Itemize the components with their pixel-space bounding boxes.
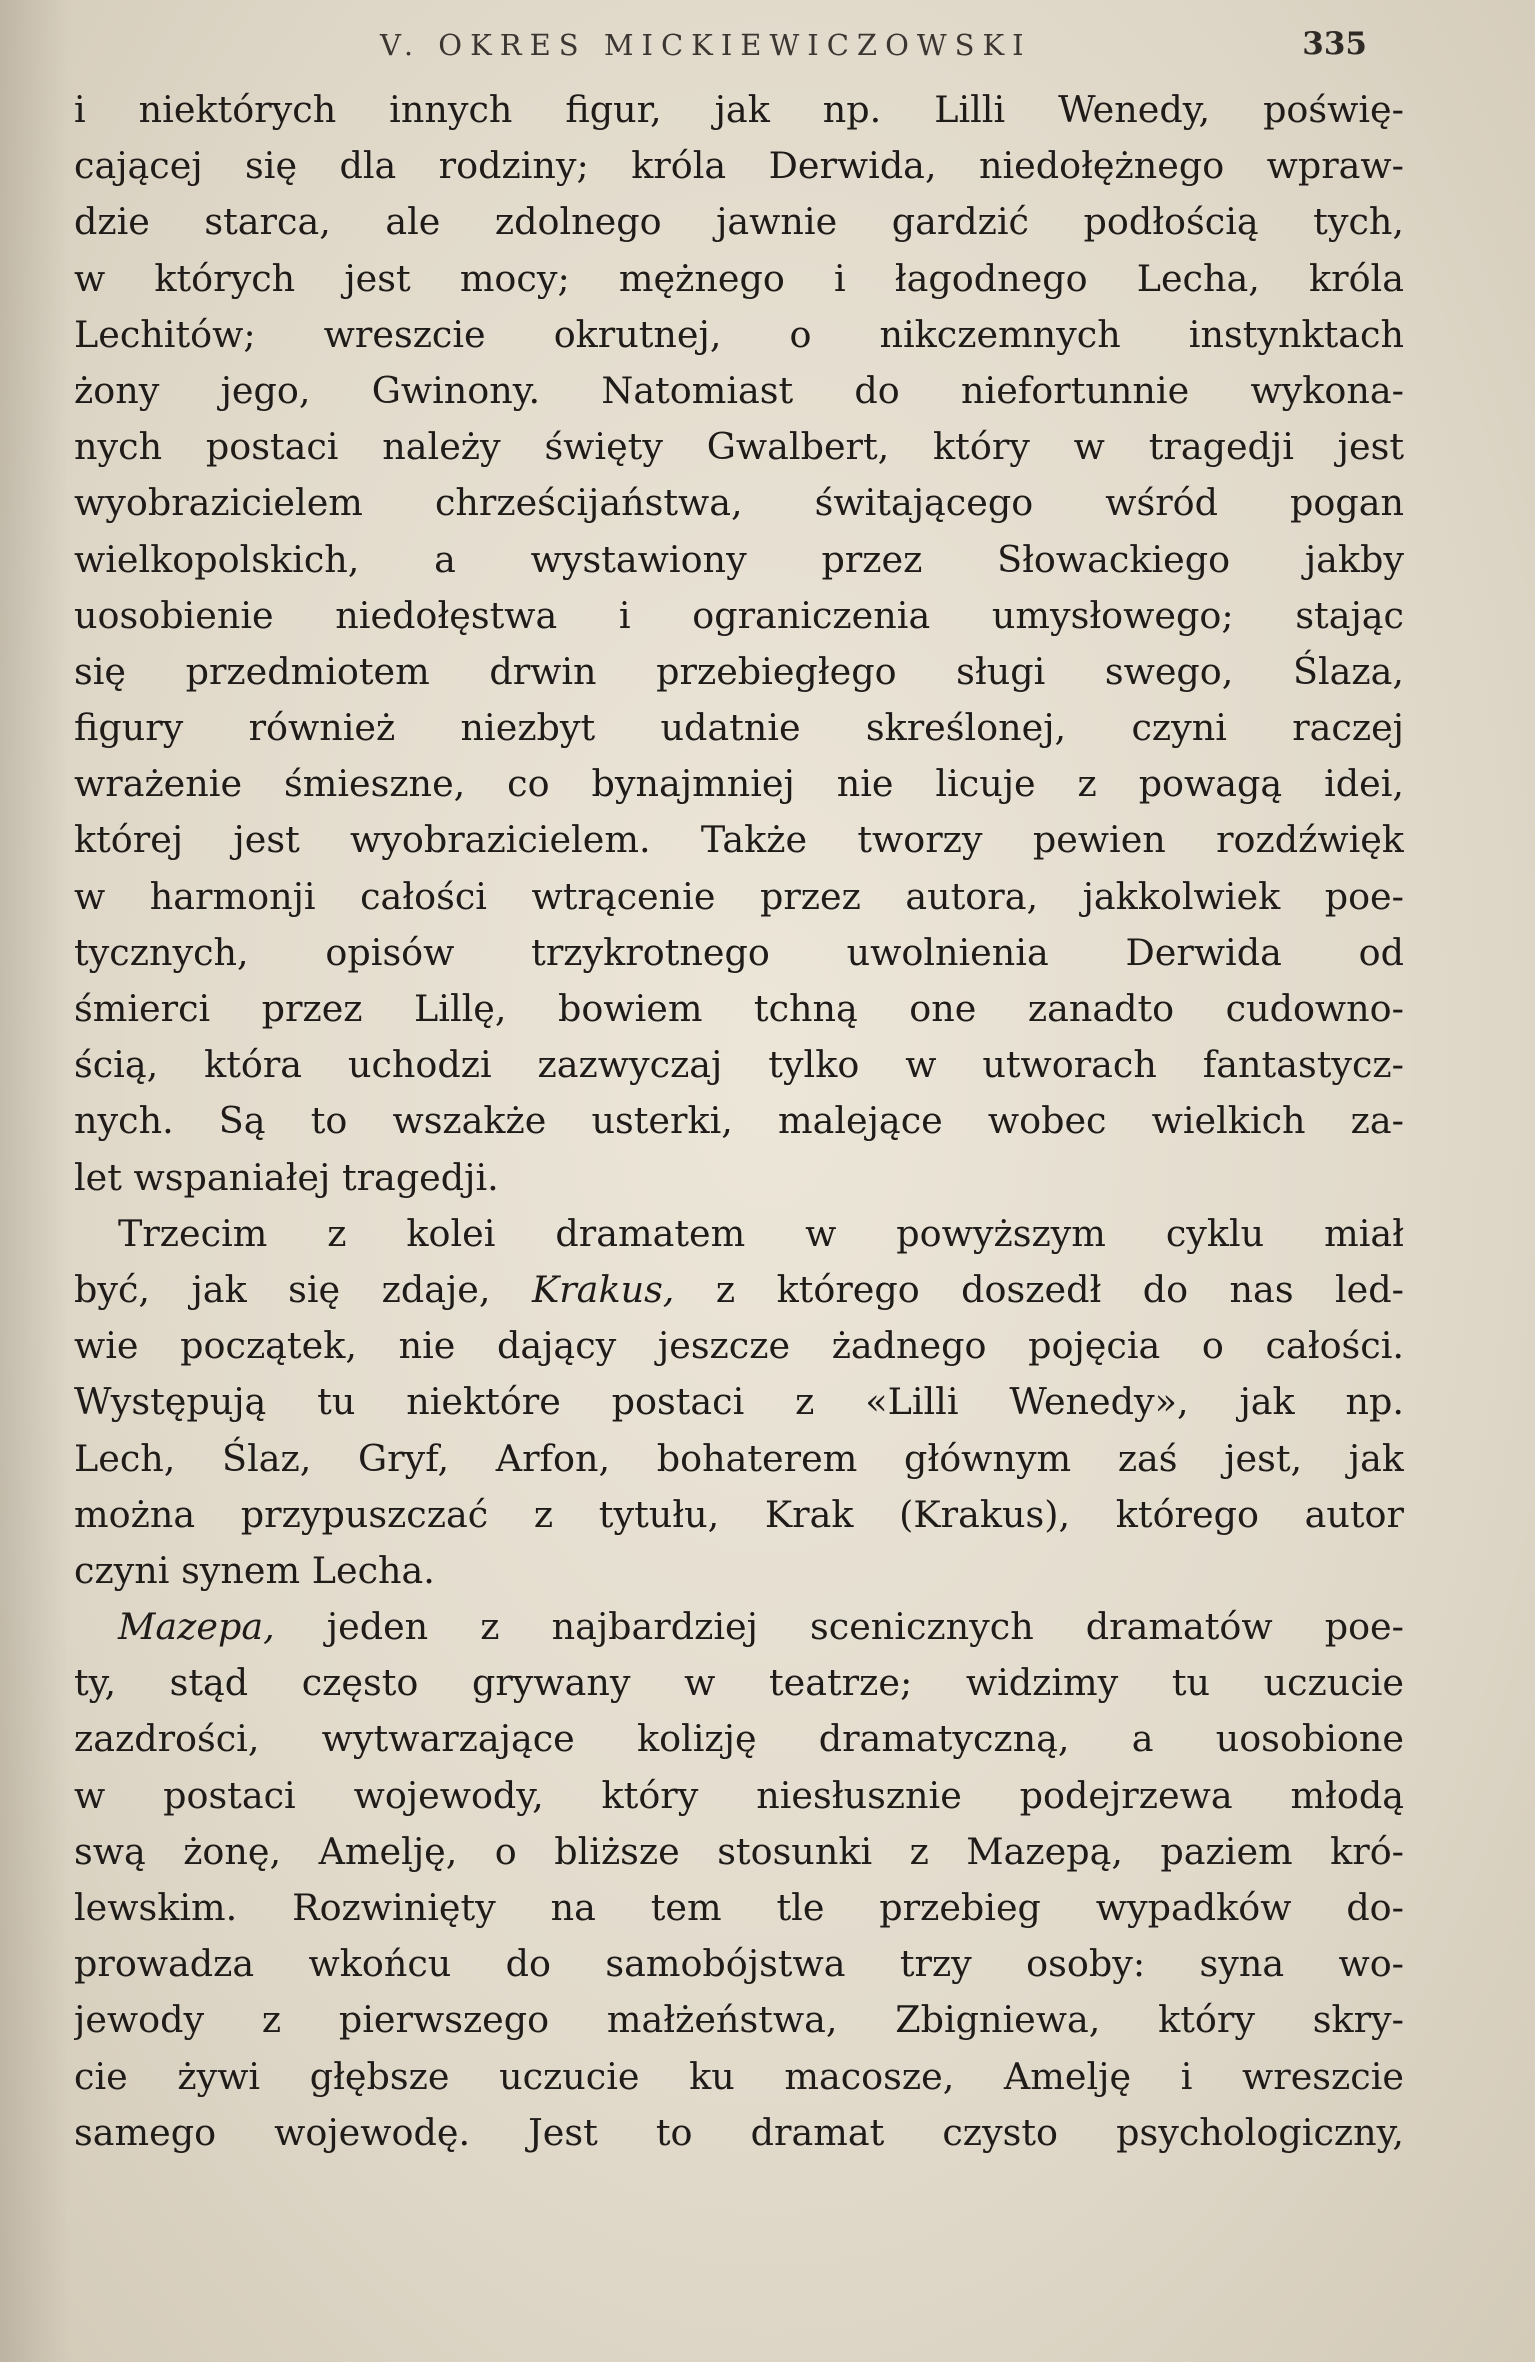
text-line: ścią, która uchodzi zazwyczaj tylko w utworach fantastycz- (74, 1043, 1404, 1087)
text-line: w harmonji całości wtrącenie przez autora, jakkolwiek poe- (74, 874, 1404, 918)
text-line: cie żywi głębsze uczucie ku macosze, Amelję i wreszcie (74, 2054, 1404, 2098)
text-line-with-title (74, 1599, 1404, 1655)
text-line: Występują tu niektóre postaci z «Lilli Wenedy», jak np. (74, 1380, 1404, 1424)
text-line: jewody z pierwszego małżeństwa, Zbigniewa, który skry- (74, 1998, 1404, 2042)
page-number: 335 (1302, 26, 1367, 62)
text-line: wie początek, nie dający jeszcze żadnego pojęcia o całości. (74, 1324, 1404, 1368)
running-head: V. OKRES MICKIEWICZOWSKI (380, 28, 1032, 62)
text-line: wyobrazicielem chrześcijaństwa, świtającego wśród pogan (74, 481, 1404, 525)
text-line: let wspaniałej tragedji. (74, 1155, 499, 1199)
paragraph-3 (74, 1599, 1404, 2161)
text-line: samego wojewodę. Jest to dramat czysto psychologiczny, (74, 2110, 1404, 2154)
text-line: tycznych, opisów trzykrotnego uwolnienia Derwida od (74, 930, 1404, 974)
text-line: wrażenie śmieszne, co bynajmniej nie licuje z powagą idei, (74, 762, 1404, 806)
paragraph-2 (74, 1206, 1404, 1599)
text-line: Trzecim z kolei dramatem w powyższym cyklu miał (118, 1211, 1404, 1255)
text-line: cającej się dla rodziny; króla Derwida, niedołężnego wpraw- (74, 144, 1404, 188)
text-line: zazdrości, wytwarzające kolizję dramatyczną, a uosobione (74, 1717, 1404, 1761)
text-line: żony jego, Gwinony. Natomiast do niefortunnie wykona- (74, 368, 1404, 412)
text-line: wielkopolskich, a wystawiony przez Słowackiego jakby (74, 537, 1404, 581)
text-line: nych. Są to wszakże usterki, malejące wobec wielkich za- (74, 1099, 1404, 1143)
text-line: śmierci przez Lillę, bowiem tchną one zanadto cudowno- (74, 987, 1404, 1030)
text-line: w postaci wojewody, który niesłusznie podejrzewa młodą (74, 1773, 1404, 1817)
text-fragment: jeden z najbardziej scenicznych dramatów poe- (326, 1605, 1404, 1649)
text-line: się przedmiotem drwin przebiegłego sługi swego, Ślaza, (74, 649, 1404, 693)
text-line-with-title (74, 1262, 1404, 1318)
text-line: prowadza wkońcu do samobójstwa trzy osoby: syna wo- (74, 1942, 1404, 1986)
text-line: Lechitów; wreszcie okrutnej, o nikczemnych instynktach (74, 312, 1404, 356)
text-line: Lech, Ślaz, Gryf, Arfon, bohaterem głównym zaś jest, jak (74, 1436, 1404, 1480)
text-fragment: z którego doszedł do nas led- (715, 1267, 1404, 1311)
paragraph-1 (74, 82, 1404, 1206)
text-line: dzie starca, ale zdolnego jawnie gardzić podłością tych, (74, 200, 1404, 244)
text-fragment: być, jak się zdaje, (74, 1267, 491, 1311)
text-line: figury również niezbyt udatnie skreślonej, czyni raczej (74, 706, 1404, 750)
text-line: i niektórych innych figur, jak np. Lilli Wenedy, poświę- (74, 88, 1404, 131)
text-line: można przypuszczać z tytułu, Krak (Krakus), którego autor (74, 1492, 1404, 1536)
text-line: lewskim. Rozwinięty na tem tle przebieg wypadków do- (74, 1886, 1404, 1929)
text-line: swą żonę, Amelję, o bliższe stosunki z Mazepą, paziem kró- (74, 1829, 1404, 1873)
work-title-mazepa: Mazepa, (118, 1605, 275, 1649)
text-line: czyni synem Lecha. (74, 1548, 435, 1592)
text-line: w których jest mocy; mężnego i łagodnego Lecha, króla (74, 256, 1404, 300)
text-line: nych postaci należy święty Gwalbert, który w tragedji jest (74, 425, 1404, 469)
work-title-krakus: Krakus, (531, 1267, 675, 1311)
text-line: której jest wyobrazicielem. Także tworzy pewien rozdźwięk (74, 818, 1404, 862)
page-body (74, 82, 1404, 2161)
page-header (0, 22, 1535, 72)
text-line: uosobienie niedołęstwa i ograniczenia umysłowego; stając (74, 593, 1404, 637)
text-line: ty, stąd często grywany w teatrze; widzimy tu uczucie (74, 1661, 1404, 1705)
